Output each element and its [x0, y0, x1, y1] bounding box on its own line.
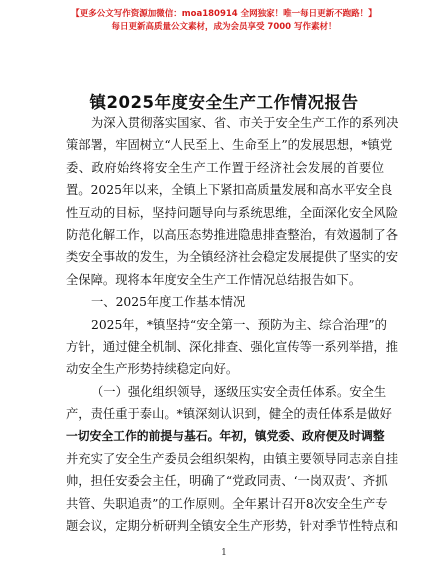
- text-line: 动安全生产形势持续稳定向好。: [66, 362, 239, 377]
- text-line: 并充实了安全生产委员会组织架构，由镇主要领导同志亲自挂: [66, 451, 399, 466]
- text-line: 帅，担任安委会主任，明确了“党政同责、‘一岗双责’、齐抓: [66, 474, 388, 489]
- text-line: 置。2025年以来，全镇上下紧扣高质量发展和高水平安全良: [66, 183, 393, 198]
- document-title: 镇2025年度安全生产工作情况报告: [89, 93, 359, 112]
- text-line: 委、政府始终将安全生产工作置于经济社会发展的首要位: [66, 160, 384, 175]
- text-line: 2025年，*镇坚持“安全第一、预防为主、综合治理”的: [91, 317, 387, 332]
- bold-phrase: 一切安全工作的前提与基石。: [66, 429, 220, 444]
- page-number: 1: [221, 548, 227, 558]
- section-heading: 一、2025年度工作基本情况: [91, 295, 246, 310]
- text-line-bold: [66, 425, 384, 447]
- text-line: 方针，通过健全机制、深化排查、强化宣传等一系列举措，推: [66, 339, 399, 354]
- text-line: 题会议，定期分析研判全镇安全生产形势，针对季节性特点和: [66, 519, 399, 534]
- text-line: （一）强化组织领导，逐级压实安全责任体系。安全生: [91, 384, 387, 399]
- promo-banner-line-2: 每日更新高质量公文素材，成为会员享受 7000 写作素材！: [111, 22, 337, 32]
- text-line: 防范化解工作，以高压态势推进隐患排查整治，有效遏制了各: [66, 227, 399, 242]
- bold-phrase: 镇党委、政府便及时调整: [254, 429, 385, 444]
- text-line: 策部署，牢固树立“人民至上、生命至上”的发展思想，*镇党: [66, 138, 393, 153]
- intro-paragraph: [66, 112, 399, 537]
- text-line: 类安全事故的发生，为全镇经济社会稳定发展提供了坚实的安: [66, 250, 399, 265]
- promo-banner-line-1: 【更多公文写作资源加微信：moa180914 全网独家！唯一每日更新不跑路！】: [71, 9, 377, 19]
- text-line: 性互动的目标，坚持问题导向与系统思维，全面深化安全风险: [66, 205, 399, 220]
- text-line: 全保障。现将本年度安全生产工作情况总结报告如下。: [66, 272, 362, 287]
- text-line: 共管、失职追责”的工作原则。全年累计召开8次安全生产专: [66, 496, 388, 511]
- bold-phrase: 年初，: [219, 429, 255, 444]
- text-line: 为深入贯彻落实国家、省、市关于安全生产工作的系列决: [91, 116, 399, 130]
- text-line: 产，责任重于泰山。*镇深刻认识到，健全的责任体系是做好: [66, 407, 392, 422]
